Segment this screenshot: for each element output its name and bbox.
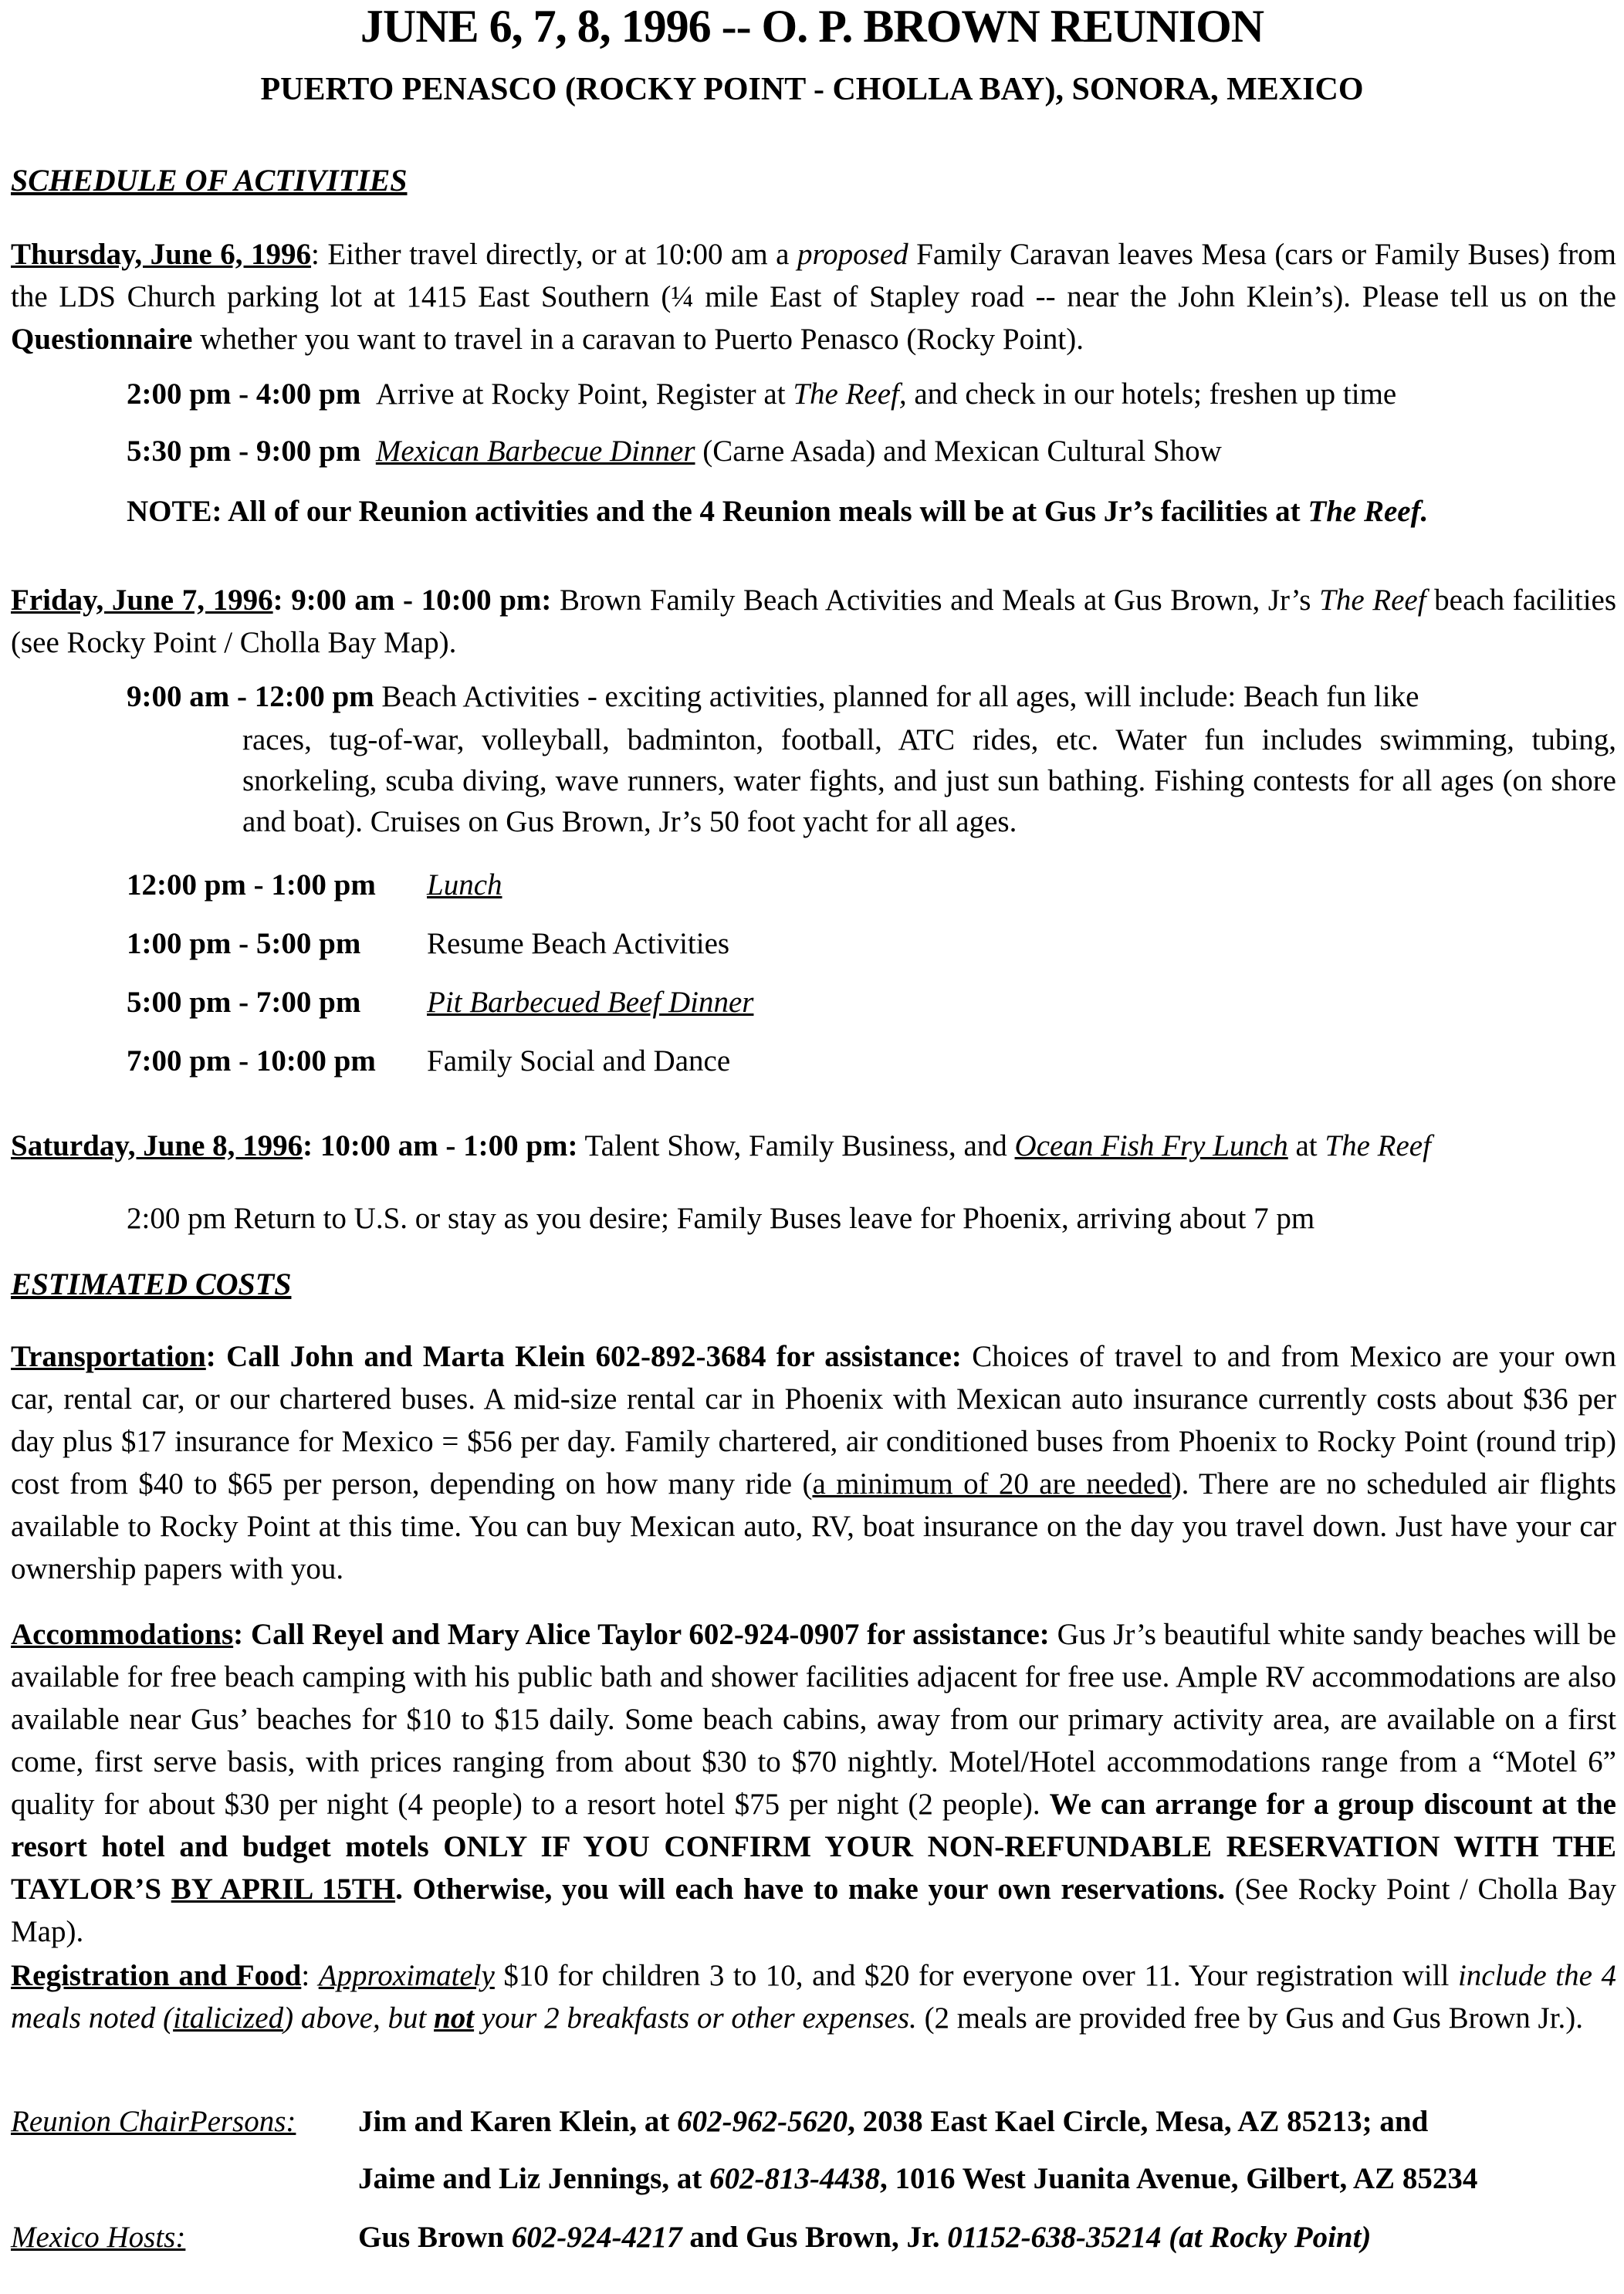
hosts-c: (at Rocky Point)	[1161, 2221, 1372, 2254]
registration-paragraph	[11, 1954, 1616, 2039]
friday-first-item	[127, 679, 1419, 714]
chair-label: Reunion ChairPersons:	[11, 2105, 296, 2138]
friday-text-1: Brown Family Beach Activities and Meals at Gus Brown, Jr’s	[551, 584, 1320, 617]
registration-italic-2: ) above, but	[283, 2001, 435, 2035]
saturday-text-2: at	[1287, 1129, 1325, 1162]
chairpersons-line-1	[358, 2104, 1428, 2139]
transportation-text-1: Choices of travel to and from Mexico are your own car, rental car, or our chartered buses. A mid-size rental car in Phoenix with Mexican auto insurance currently costs about $36 per day plus $17 insurance for Mexico = $56 per day. Family chartered, air conditioned buses from Phoenix to Rocky Point (round trip) cost from $40 to $65 per person, depending on how many ride (	[11, 1340, 1616, 1501]
page-subtitle: PUERTO PENASCO (ROCKY POINT - CHOLLA BAY), SONORA, MEXICO	[260, 72, 1364, 107]
transportation-underlined: a minimum of 20 are needed	[812, 1467, 1172, 1501]
registration-label: Registration and Food	[11, 1959, 302, 1992]
accommodations-bold-2: We can arrange for a group discount at the resort hotel and budget motels ONLY IF YOU CONFIRM YOUR NON-REFUNDABLE RESERVATION WITH THE TAYLOR’S	[11, 1788, 1616, 1906]
schedule-heading: SCHEDULE OF ACTIVITIES	[11, 163, 408, 198]
transportation-paragraph	[11, 1335, 1616, 1590]
accommodations-label: Accommodations	[11, 1618, 234, 1651]
costs-heading: ESTIMATED COSTS	[11, 1267, 292, 1301]
page-title: JUNE 6, 7, 8, 1996 -- O. P. BROWN REUNION	[360, 1, 1264, 52]
registration-approx: Approximately	[318, 1959, 495, 1992]
item-time: 1:00 pm - 5:00 pm	[127, 927, 361, 960]
thursday-text-3: whether you want to travel in a caravan to Puerto Penasco (Rocky Point).	[192, 323, 1084, 356]
item-time: 7:00 pm - 10:00 pm	[127, 1044, 376, 1078]
saturday-meal: Ocean Fish Fry Lunch	[1014, 1129, 1288, 1162]
item-italic: The Reef,	[793, 377, 907, 411]
thursday-questionnaire: Questionnaire	[11, 323, 193, 356]
hosts-phone-2: 01152-638-35214	[947, 2221, 1162, 2254]
thursday-text-2: Family Caravan leaves Mesa (cars or Family Buses) from the LDS Church parking lot at 1415 East Southern (¼ mile East of Stapley road -- near the John Klein’s). Please tell us on the	[11, 238, 1616, 313]
accommodations-bold: : Call Reyel and Mary Alice Taylor 602-924-0907 for assistance:	[233, 1618, 1050, 1651]
accommodations-text-1: Gus Jr’s beautiful white sandy beaches will be available for free beach camping with his public bath and shower facilities adjacent for free use. Ample RV accommodations are also available near Gus’ beaches for $10 to $15 daily. Some beach cabins, away from our primary activity area, are available on a first come, first serve basis, with prices ranging from about $30 to $70 nightly. Motel/Hotel accommodations range from a “Motel 6” quality for about $30 per night (4 people) to a resort hotel $75 per night (2 people).	[11, 1618, 1616, 1821]
item-time: 5:30 pm - 9:00 pm	[127, 435, 361, 468]
item-text: Beach Activities - exciting activities, planned for all ages, will include: Beach fun like	[374, 680, 1419, 713]
thursday-item-2	[127, 434, 1222, 469]
saturday-date: Saturday, June 8, 1996	[11, 1129, 303, 1162]
accommodations-paragraph	[11, 1613, 1616, 1953]
hosts-label	[11, 2220, 185, 2255]
item-text: Arrive at Rocky Point, Register at	[375, 377, 793, 411]
hosts-a: Gus Brown	[358, 2221, 512, 2254]
item-meal: Mexican Barbecue Dinner	[375, 435, 695, 468]
saturday-line	[11, 1128, 1431, 1163]
friday-italic: The Reef	[1319, 584, 1426, 617]
saturday-time: : 10:00 am - 1:00 pm:	[303, 1129, 578, 1162]
friday-item-2	[127, 926, 730, 961]
chair-line1-b: , 2038 East Kael Circle, Mesa, AZ 85213; and	[848, 2105, 1429, 2138]
note-label: NOTE:	[127, 495, 222, 528]
item-text-post: (Carne Asada) and Mexican Cultural Show	[695, 435, 1222, 468]
item-time: 2:00 pm - 4:00 pm	[127, 377, 361, 411]
item-text-post: and check in our hotels; freshen up time	[906, 377, 1397, 411]
chair-line2-b: , 1016 West Juanita Avenue, Gilbert, AZ 85234	[880, 2162, 1478, 2195]
friday-time: : 9:00 am - 10:00 pm:	[272, 584, 552, 617]
chair-line2-a: Jaime and Liz Jennings, at	[358, 2162, 710, 2195]
saturday-italic: The Reef	[1325, 1129, 1431, 1162]
item-time: 5:00 pm - 7:00 pm	[127, 986, 361, 1019]
friday-item-3	[127, 985, 754, 1020]
registration-italic-1: include the 4 meals noted (	[11, 1959, 1616, 2035]
accommodations-deadline: BY APRIL 15TH	[171, 1873, 396, 1906]
item-time: 9:00 am - 12:00 pm	[127, 680, 374, 713]
thursday-proposed: proposed	[797, 238, 908, 271]
chairpersons-line-2	[358, 2161, 1477, 2196]
transportation-label: Transportation	[11, 1340, 206, 1373]
accommodations-text-2: (See Rocky Point / Cholla Bay Map).	[11, 1873, 1616, 1948]
friday-first-item-continued: races, tug-of-war, volleyball, badminton, football, ATC rides, etc. Water fun includes swimming, tubing, snorkeling, scuba diving, wave runners, water fights, and just sun bathing. Fishing contests for all ages (on shore and boat). Cruises on Gus Brown, Jr’s 50 foot yacht for all ages.	[242, 723, 1616, 838]
registration-italicized: italicized	[173, 2001, 284, 2035]
transportation-text-2: ). There are no scheduled air flights available to Rocky Point at this time. You can buy Mexican auto, RV, boat insurance on the day you travel down. Just have your car ownership papers with you.	[11, 1467, 1616, 1585]
thursday-date: Thursday, June 6, 1996	[11, 238, 312, 271]
item-meal: Lunch	[427, 868, 502, 902]
hosts-phone-1: 602-924-4217	[511, 2221, 682, 2254]
chair-line1-phone: 602-962-5620	[677, 2105, 848, 2138]
thursday-item-1	[127, 377, 1396, 411]
friday-text-2: beach facilities (see Rocky Point / Cholla Bay Map).	[11, 584, 1617, 659]
registration-not: not	[434, 2001, 475, 2035]
hosts-label-text: Mexico Hosts:	[11, 2221, 186, 2254]
item-time: 12:00 pm - 1:00 pm	[127, 868, 376, 902]
friday-paragraph	[11, 579, 1616, 664]
saturday-text-1: Talent Show, Family Business, and	[577, 1129, 1015, 1162]
registration-text-1: $10 for children 3 to 10, and $20 for everyone over 11. Your registration will	[494, 1959, 1458, 1992]
hosts-line	[358, 2220, 1371, 2255]
note-text: All of our Reunion activities and the 4 Reunion meals will be at Gus Jr’s facilities at	[222, 495, 1308, 528]
registration-italic-3: your 2 breakfasts or other expenses.	[474, 2001, 917, 2035]
chairpersons-label	[11, 2104, 296, 2139]
transportation-bold: : Call John and Marta Klein 602-892-3684 for assistance:	[205, 1340, 962, 1373]
chair-line1-a: Jim and Karen Klein, at	[358, 2105, 678, 2138]
friday-item-1	[127, 868, 502, 902]
item-meal: Pit Barbecued Beef Dinner	[427, 986, 754, 1019]
accommodations-bold-3: . Otherwise, you will each have to make your own reservations.	[395, 1873, 1226, 1906]
item-text: Family Social and Dance	[427, 1044, 731, 1078]
saturday-return-line: 2:00 pm Return to U.S. or stay as you desire; Family Buses leave for Phoenix, arriving about 7 pm	[127, 1202, 1315, 1235]
registration-text-2: (2 meals are provided free by Gus and Gus Brown Jr.).	[916, 2001, 1584, 2035]
hosts-b: and Gus Brown, Jr.	[682, 2221, 948, 2254]
friday-date: Friday, June 7, 1996	[11, 584, 273, 617]
item-text: Resume Beach Activities	[427, 927, 730, 960]
thursday-paragraph	[11, 233, 1616, 360]
note-italic: The Reef.	[1308, 495, 1429, 528]
thursday-text-1: : Either travel directly, or at 10:00 am a	[311, 238, 797, 271]
friday-item-4	[127, 1044, 731, 1078]
thursday-note	[127, 494, 1428, 529]
chair-line2-phone: 602-813-4438	[709, 2162, 881, 2195]
registration-colon: :	[301, 1959, 319, 1992]
